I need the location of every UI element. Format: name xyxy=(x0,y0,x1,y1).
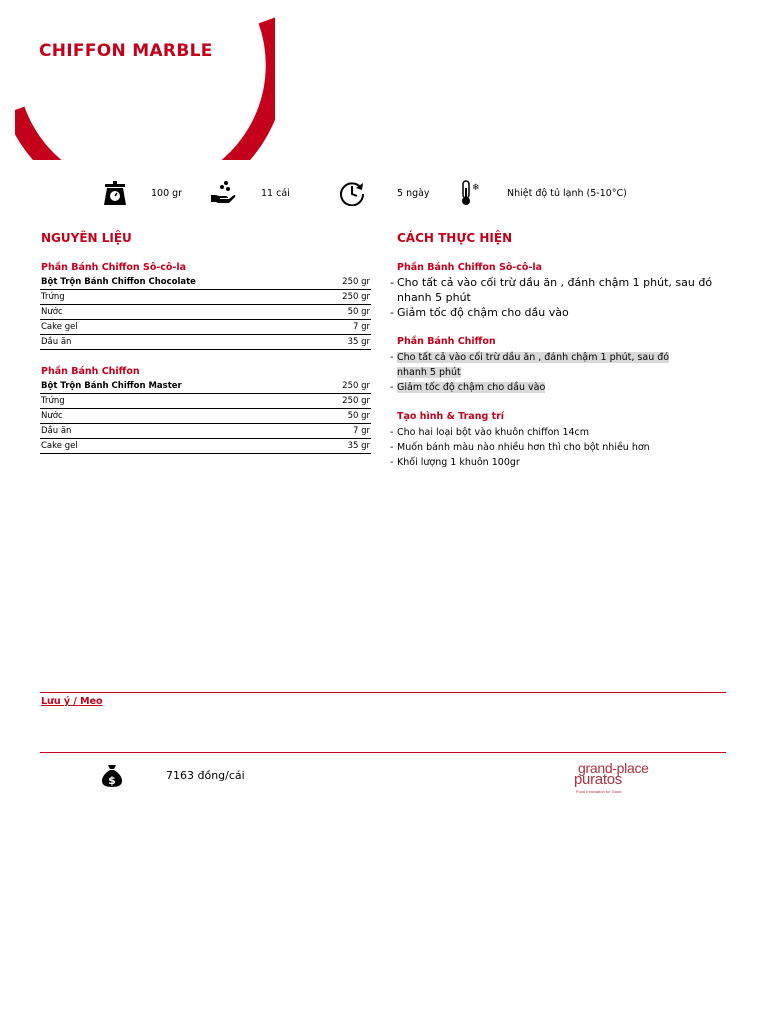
ingredient-amount: 7 gr xyxy=(309,320,371,335)
step-text: Muốn bánh màu nào nhiều hơn thì cho bột nhiều hơn xyxy=(397,442,650,453)
list-item: - Khối lượng 1 khuôn 100gr xyxy=(390,457,520,468)
step-text: Giảm tốc độ chậm cho dầu vào xyxy=(397,306,569,319)
logo-line2: puratos xyxy=(574,771,622,788)
ingredient-amount: 250 gr xyxy=(309,379,371,394)
list-item: - Giảm tốc độ chậm cho dầu vào xyxy=(390,306,569,319)
ingredients-table-1 xyxy=(40,275,371,350)
ingredients-section-title: Phần Bánh Chiffon xyxy=(41,366,140,377)
clock-icon xyxy=(339,180,365,206)
table-row xyxy=(40,305,371,320)
decorative-arc xyxy=(15,0,275,160)
ingredient-name: Dầu ăn xyxy=(40,424,309,439)
ingredients-section-title: Phần Bánh Chiffon Sô-cô-la xyxy=(41,262,187,273)
list-item: - Muốn bánh màu nào nhiều hơn thì cho bột nhiều hơn xyxy=(390,442,650,453)
info-bar xyxy=(0,178,768,210)
table-row xyxy=(40,335,371,350)
ingredient-name: Bột Trộn Bánh Chiffon Master xyxy=(40,379,309,394)
table-row xyxy=(40,409,371,424)
ingredient-name: Nước xyxy=(40,409,309,424)
ingredients-table-2 xyxy=(40,379,371,454)
ingredients-heading: NGUYÊN LIỆU xyxy=(41,231,132,245)
svg-text:❄: ❄ xyxy=(472,183,480,193)
method-section-title: Phần Bánh Chiffon Sô-cô-la xyxy=(397,262,543,273)
puratos-logo xyxy=(572,760,682,798)
shelf-life-value: 5 ngày xyxy=(397,188,430,199)
step-text: Cho tất cả vào cối trừ dầu ăn , đánh chậm 1 phút, sau đó nhanh 5 phút xyxy=(397,352,670,378)
ingredient-name: Cake gel xyxy=(40,439,309,454)
divider xyxy=(40,692,726,693)
table-row xyxy=(40,424,371,439)
list-item: - Cho tất cả vào cối trừ dầu ăn , đánh chậm 1 phút, sau đó nhanh 5 phút xyxy=(390,352,670,378)
logo-tagline: Food Innovation for Good xyxy=(576,789,622,794)
ingredient-name: Bột Trộn Bánh Chiffon Chocolate xyxy=(40,275,309,290)
hand-icon xyxy=(210,180,236,206)
ingredient-amount: 50 gr xyxy=(309,409,371,424)
logo-line1: grand-place xyxy=(578,760,649,776)
ingredient-amount: 35 gr xyxy=(309,335,371,350)
step-text: Cho hai loại bột vào khuôn chiffon 14cm xyxy=(397,427,590,438)
cost-per-piece: 7163 đồng/cái xyxy=(166,769,245,782)
list-item: - Giảm tốc độ chậm cho dầu vào xyxy=(390,382,546,393)
table-row xyxy=(40,290,371,305)
method-steps-3 xyxy=(390,425,725,470)
method-section-title: Tạo hình & Trang trí xyxy=(397,411,505,422)
page-title: CHIFFON MARBLE xyxy=(39,41,213,61)
ingredient-name: Nước xyxy=(40,305,309,320)
ingredient-amount: 250 gr xyxy=(309,290,371,305)
table-row xyxy=(40,394,371,409)
ingredient-amount: 35 gr xyxy=(309,439,371,454)
list-item: - Cho hai loại bột vào khuôn chiffon 14cm xyxy=(390,427,590,438)
notes-label: Lưu ý / Meo xyxy=(41,696,103,707)
method-steps-2 xyxy=(390,350,690,395)
ingredient-name: Dầu ăn xyxy=(40,335,309,350)
list-item: - Cho tất cả vào cối trừ dầu ăn , đánh chậm 1 phút, sau đó nhanh 5 phút xyxy=(390,276,713,304)
svg-text:$: $ xyxy=(108,774,116,787)
table-row xyxy=(40,379,371,394)
method-heading: CÁCH THỰC HIỆN xyxy=(397,231,513,245)
ingredient-name: Cake gel xyxy=(40,320,309,335)
step-text: Giảm tốc độ chậm cho dầu vào xyxy=(397,382,546,393)
thermometer-icon xyxy=(456,180,482,206)
weight-value: 100 gr xyxy=(151,188,183,199)
ingredient-amount: 250 gr xyxy=(309,275,371,290)
ingredient-amount: 250 gr xyxy=(309,394,371,409)
table-row xyxy=(40,275,371,290)
step-text: Khối lượng 1 khuôn 100gr xyxy=(397,457,520,468)
step-text: Cho tất cả vào cối trừ dầu ăn , đánh chậm 1 phút, sau đó nhanh 5 phút xyxy=(397,276,713,304)
method-section-title: Phần Bánh Chiffon xyxy=(397,336,496,347)
method-steps-1 xyxy=(390,275,725,320)
ingredient-amount: 50 gr xyxy=(309,305,371,320)
storage-value: Nhiệt độ tủ lạnh (5-10°C) xyxy=(507,188,627,199)
divider xyxy=(40,752,726,753)
table-row xyxy=(40,320,371,335)
table-row xyxy=(40,439,371,454)
ingredient-name: Trứng xyxy=(40,290,309,305)
ingredient-name: Trứng xyxy=(40,394,309,409)
money-bag-icon xyxy=(101,764,123,788)
quantity-value: 11 cái xyxy=(261,188,290,199)
ingredient-amount: 7 gr xyxy=(309,424,371,439)
scale-icon xyxy=(102,180,128,206)
